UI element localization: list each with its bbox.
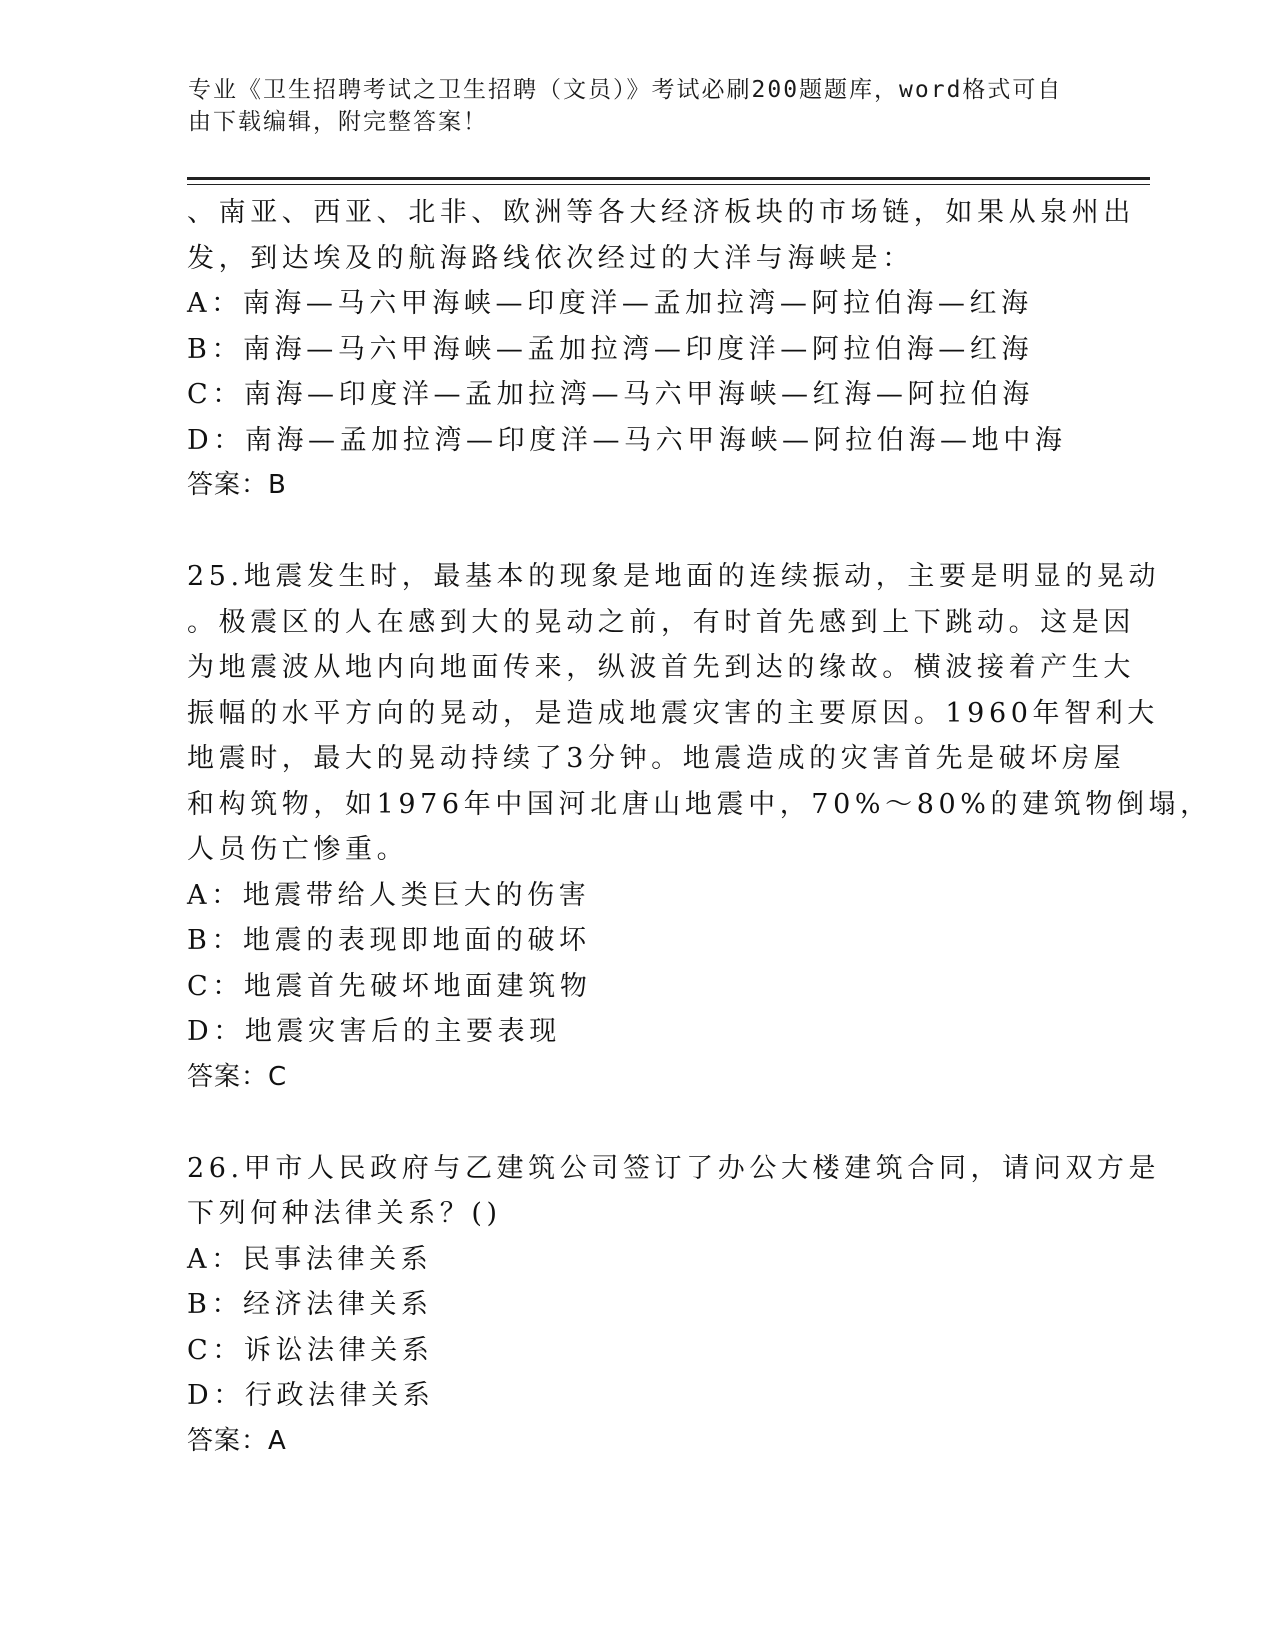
question-stem-line: 和构筑物，如1976年中国河北唐山地震中，70%～80%的建筑物倒塌， [187, 788, 1212, 820]
option-a: A：南海—马六甲海峡—印度洋—孟加拉湾—阿拉伯海—红海 [187, 288, 1033, 319]
spacer [187, 1100, 1087, 1146]
option-d: D：行政法律关系 [187, 1380, 435, 1411]
question-26 [187, 1146, 1161, 1465]
document-header [188, 74, 1088, 138]
answer-line: 答案：C [187, 1061, 288, 1092]
header-line: 专业《卫生招聘考试之卫生招聘（文员）》考试必刷200题题库，word格式可自 [188, 77, 1063, 103]
document-body [187, 190, 1212, 1464]
option-b: B：地震的表现即地面的破坏 [187, 925, 591, 956]
question-stem-line: 。极震区的人在感到大的晃动之前，有时首先感到上下跳动。这是因 [187, 606, 1135, 638]
option-c: C：诉讼法律关系 [187, 1334, 434, 1366]
question-25 [187, 554, 1212, 1100]
question-24 [187, 190, 1135, 509]
question-stem-line: 、南亚、西亚、北非、欧洲等各大经济板块的市场链，如果从泉州出 [187, 197, 1135, 228]
answer-line: 答案：B [187, 470, 287, 500]
header-divider-thick [187, 177, 1150, 180]
option-b: B：南海—马六甲海峡—孟加拉湾—印度洋—阿拉伯海—红海 [187, 333, 1034, 365]
question-stem-line: 为地震波从地内向地面传来，纵波首先到达的缘故。横波接着产生大 [187, 652, 1135, 683]
question-stem-line: 发，到达埃及的航海路线依次经过的大洋与海峡是： [187, 242, 914, 274]
option-a: A：地震带给人类巨大的伤害 [187, 879, 591, 911]
option-d: D：南海—孟加拉湾—印度洋—马六甲海峡—阿拉伯海—地中海 [187, 424, 1067, 456]
option-a: A：民事法律关系 [187, 1243, 433, 1275]
question-stem-line: 下列何种法律关系？() [187, 1198, 502, 1229]
question-stem-line: 振幅的水平方向的晃动，是造成地震灾害的主要原因。1960年智利大 [187, 697, 1159, 729]
question-stem-line: 25.地震发生时，最基本的现象是地面的连续振动，主要是明显的晃动 [187, 561, 1161, 592]
option-d: D：地震灾害后的主要表现 [187, 1016, 561, 1047]
spacer [187, 509, 1087, 555]
answer-line: 答案：A [187, 1425, 287, 1456]
question-stem-line: 人员伤亡惨重。 [187, 834, 409, 865]
option-c: C：地震首先破坏地面建筑物 [187, 970, 592, 1002]
header-line: 由下载编辑，附完整答案！ [188, 109, 488, 135]
header-divider-thin [187, 184, 1150, 185]
question-stem-line: 地震时，最大的晃动持续了3分钟。地震造成的灾害首先是破坏房屋 [187, 743, 1126, 774]
option-c: C：南海—印度洋—孟加拉湾—马六甲海峡—红海—阿拉伯海 [187, 379, 1034, 410]
option-b: B：经济法律关系 [187, 1289, 433, 1320]
question-stem-line: 26.甲市人民政府与乙建筑公司签订了办公大楼建筑合同，请问双方是 [187, 1152, 1161, 1184]
